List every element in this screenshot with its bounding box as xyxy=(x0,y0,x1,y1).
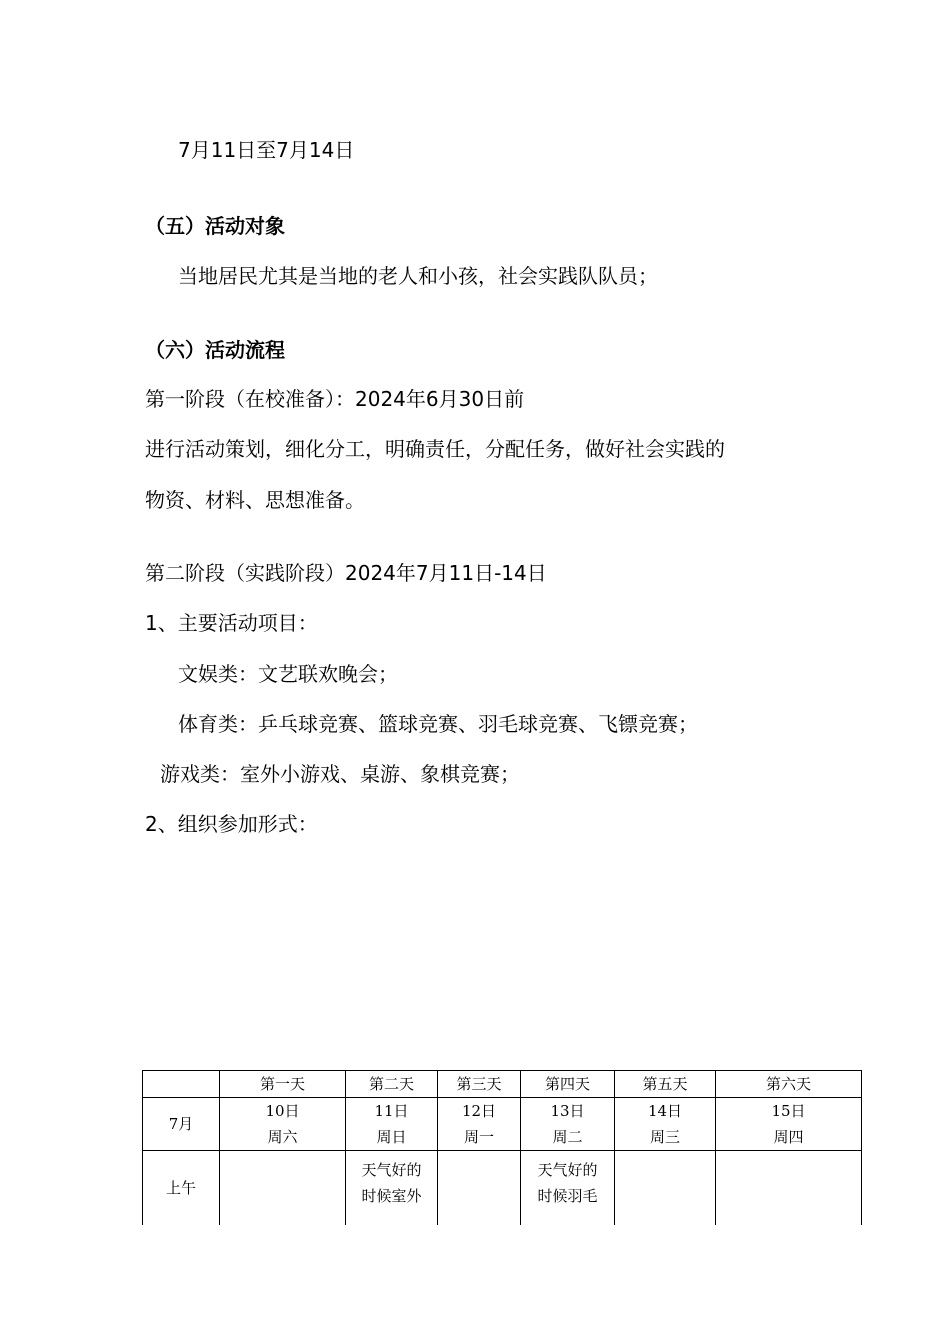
weekday: 周三 xyxy=(649,1128,680,1146)
table-header-row xyxy=(143,1071,862,1098)
morning-cell xyxy=(438,1151,521,1226)
day-header: 第二天 xyxy=(346,1071,438,1098)
weekday: 周六 xyxy=(267,1128,298,1146)
cell-line: 时候羽毛 xyxy=(537,1187,598,1205)
table-date-row xyxy=(143,1098,862,1151)
day-header: 第四天 xyxy=(521,1071,615,1098)
stage2-youxi: 游戏类：室外小游戏、桌游、象棋竞赛； xyxy=(160,762,520,786)
date: 14日 xyxy=(647,1102,683,1120)
cell-line: 天气好的 xyxy=(537,1161,598,1179)
section5-heading: （五）活动对象 xyxy=(145,214,285,238)
section6-heading: （六）活动流程 xyxy=(145,338,285,362)
day-header: 第三天 xyxy=(438,1071,521,1098)
weekday: 周日 xyxy=(376,1128,407,1146)
date-cell xyxy=(438,1098,521,1151)
stage2-item2: 2、组织参加形式： xyxy=(145,812,318,836)
stage1-line2: 物资、材料、思想准备。 xyxy=(145,488,365,512)
date-cell xyxy=(615,1098,716,1151)
stage2-title: 第二阶段（实践阶段）2024年7月11日-14日 xyxy=(145,561,547,585)
date: 13日 xyxy=(550,1102,585,1120)
stage2-tiyu: 体育类：乒乓球竞赛、篮球竞赛、羽毛球竞赛、飞镖竞赛； xyxy=(178,712,698,736)
date-cell xyxy=(220,1098,346,1151)
weekday: 周四 xyxy=(773,1128,804,1146)
morning-cell xyxy=(346,1151,438,1226)
weekday: 周一 xyxy=(463,1128,494,1146)
morning-cell xyxy=(716,1151,862,1226)
stage1-title: 第一阶段（在校准备）：2024年6月30日前 xyxy=(145,387,525,411)
weekday: 周二 xyxy=(552,1128,583,1146)
stage1-line1: 进行活动策划，细化分工，明确责任，分配任务，做好社会实践的 xyxy=(145,437,725,461)
date-cell xyxy=(521,1098,615,1151)
date: 12日 xyxy=(461,1102,497,1120)
day-header: 第五天 xyxy=(615,1071,716,1098)
date: 15日 xyxy=(771,1102,806,1120)
morning-cell xyxy=(521,1151,615,1226)
table-morning-row xyxy=(143,1151,862,1226)
day-header: 第一天 xyxy=(220,1071,346,1098)
stage2-wenyu: 文娱类：文艺联欢晚会； xyxy=(178,662,398,686)
cell-line: 天气好的 xyxy=(361,1161,422,1179)
corner-cell xyxy=(143,1071,220,1098)
activity-time: 7月11日至7月14日 xyxy=(178,138,355,162)
morning-cell xyxy=(615,1151,716,1226)
morning-cell xyxy=(220,1151,346,1226)
day-header: 第六天 xyxy=(716,1071,862,1098)
date: 11日 xyxy=(374,1102,409,1120)
schedule-table xyxy=(142,1070,862,1225)
date-cell xyxy=(346,1098,438,1151)
morning-label: 上午 xyxy=(143,1151,220,1226)
date-cell xyxy=(716,1098,862,1151)
date: 10日 xyxy=(265,1102,300,1120)
section5-content: 当地居民尤其是当地的老人和小孩，社会实践队队员； xyxy=(178,264,658,288)
cell-line: 时候室外 xyxy=(361,1187,422,1205)
month-label: 7月 xyxy=(143,1098,220,1151)
stage2-item1: 1、主要活动项目： xyxy=(145,611,318,635)
